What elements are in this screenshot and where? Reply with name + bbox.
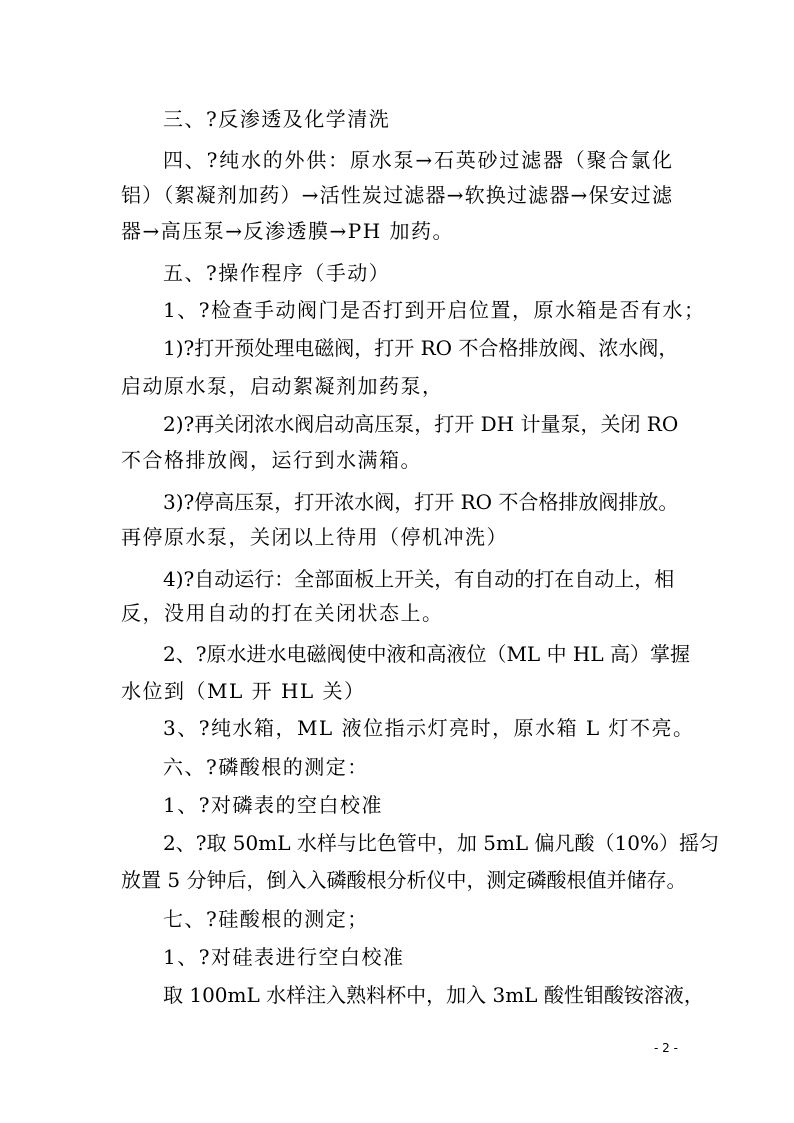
procedure-step-1-1-line-1: 1)?打开预处理电磁阀，打开 RO 不合格排放阀、浓水阀， [163,336,679,360]
procedure-step-1-3-line-1: 3)?停高压泵，打开浓水阀，打开 RO 不合格排放阀排放。 [163,490,679,514]
silicate-step-1: 1、?对硅表进行空白校准 [163,945,405,969]
section-3-heading: 三、?反渗透及化学清洗 [163,107,391,131]
section-6-heading: 六、?磷酸根的测定： [163,755,369,779]
procedure-step-3: 3、?纯水箱，ML 液位指示灯亮时，原水箱 L 灯不亮。 [163,716,695,740]
phosphate-step-1: 1、?对磷表的空白校准 [163,793,383,817]
silicate-sample-instruction: 取 100mL 水样注入熟料杯中，加入 3mL 酸性钼酸铵溶液， [163,983,704,1007]
procedure-step-1-4-line-1: 4)?自动运行：全部面板上开关，有自动的打在自动上，相 [163,567,675,591]
procedure-step-1-2-line-1: 2)?再关闭浓水阀启动高压泵，打开 DH 计量泵，关闭 RO [163,412,679,436]
phosphate-step-2-line-1: 2、?取 50mL 水样与比色管中，加 5mL 偏凡酸（10%）摇匀 [163,831,719,855]
section-4-line-3: 器→高压泵→反渗透膜→PH 加药。 [121,219,455,243]
procedure-step-2-line-1: 2、?原水进水电磁阀使中液和高液位（ML 中 HL 高）掌握 [163,642,691,666]
procedure-step-2-line-2: 水位到（ML 开 HL 关） [121,679,366,703]
procedure-step-1-2-line-2: 不合格排放阀，运行到水满箱。 [121,448,422,472]
section-4-line-1: 四、?纯水的外供：原水泵→石英砂过滤器（聚合氯化 [163,148,672,172]
procedure-step-1-3-line-2: 再停原水泵，关闭以上待用（停机冲洗） [121,525,508,549]
procedure-step-1: 1、?检查手动阀门是否打到开启位置，原水箱是否有水； [163,298,706,322]
section-5-heading: 五、?操作程序（手动） [163,261,391,285]
page-number: - 2 - [654,1041,678,1055]
procedure-step-1-4-line-2: 反，没用自动的打在关闭状态上。 [121,601,444,625]
phosphate-step-2-line-2: 放置 5 分钟后，倒入入磷酸根分析仪中，测定磷酸根值并储存。 [121,868,687,892]
section-4-line-2: 铝）（絮凝剂加药）→活性炭过滤器→软换过滤器→保安过滤 [121,183,672,207]
procedure-step-1-1-line-2: 启动原水泵，启动絮凝剂加药泵， [121,374,444,398]
section-7-heading: 七、?硅酸根的测定； [163,907,369,931]
